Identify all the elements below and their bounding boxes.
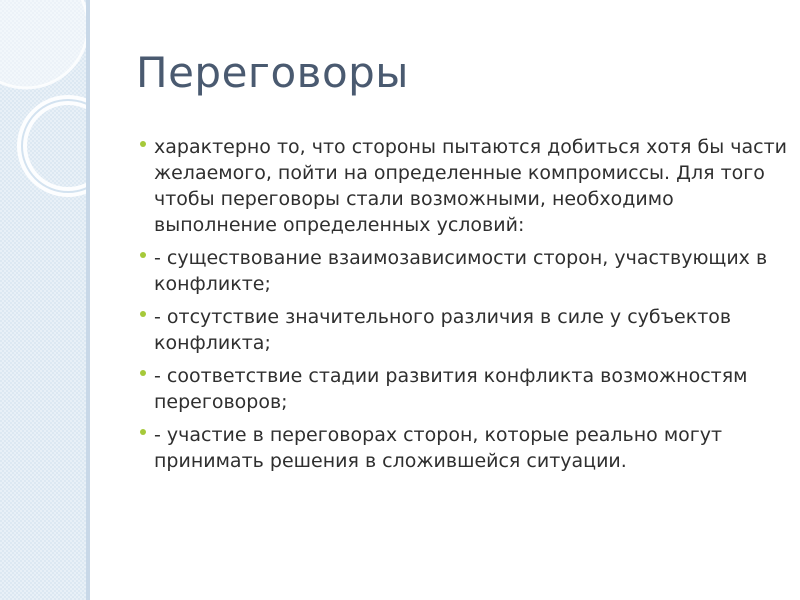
decorative-circles-graphic: [0, 0, 86, 600]
bullet-text: характерно то, что стороны пытаются добиться хотя бы части желаемого, пойти на определенные компромиссы. Для того чтобы переговоры стали возможными, необходимо выполнение определенных условий:: [154, 136, 788, 236]
bullet-list: [138, 134, 788, 481]
bullet-item: [138, 245, 788, 297]
bullet-dot-icon: [140, 311, 146, 317]
bullet-text: - существование взаимозависимости сторон, участвующих в конфликте;: [154, 247, 768, 295]
bullet-text: - участие в переговорах сторон, которые реально могут принимать решения в сложившейся ситуации.: [154, 424, 723, 472]
bullet-dot-icon: [140, 370, 146, 376]
bullet-item: [138, 422, 788, 474]
bullet-dot-icon: [140, 141, 146, 147]
bullet-item: [138, 134, 788, 238]
bullet-text: - отсутствие значительного различия в силе у субъектов конфликта;: [154, 306, 732, 354]
bullet-item: [138, 363, 788, 415]
sidebar-edge: [86, 0, 90, 600]
bullet-dot-icon: [140, 252, 146, 258]
bullet-dot-icon: [140, 429, 146, 435]
bullet-item: [138, 304, 788, 356]
slide-title: Переговоры: [136, 48, 409, 97]
bullet-text: - соответствие стадии развития конфликта возможностям переговоров;: [154, 365, 748, 413]
decorative-sidebar: [0, 0, 86, 600]
